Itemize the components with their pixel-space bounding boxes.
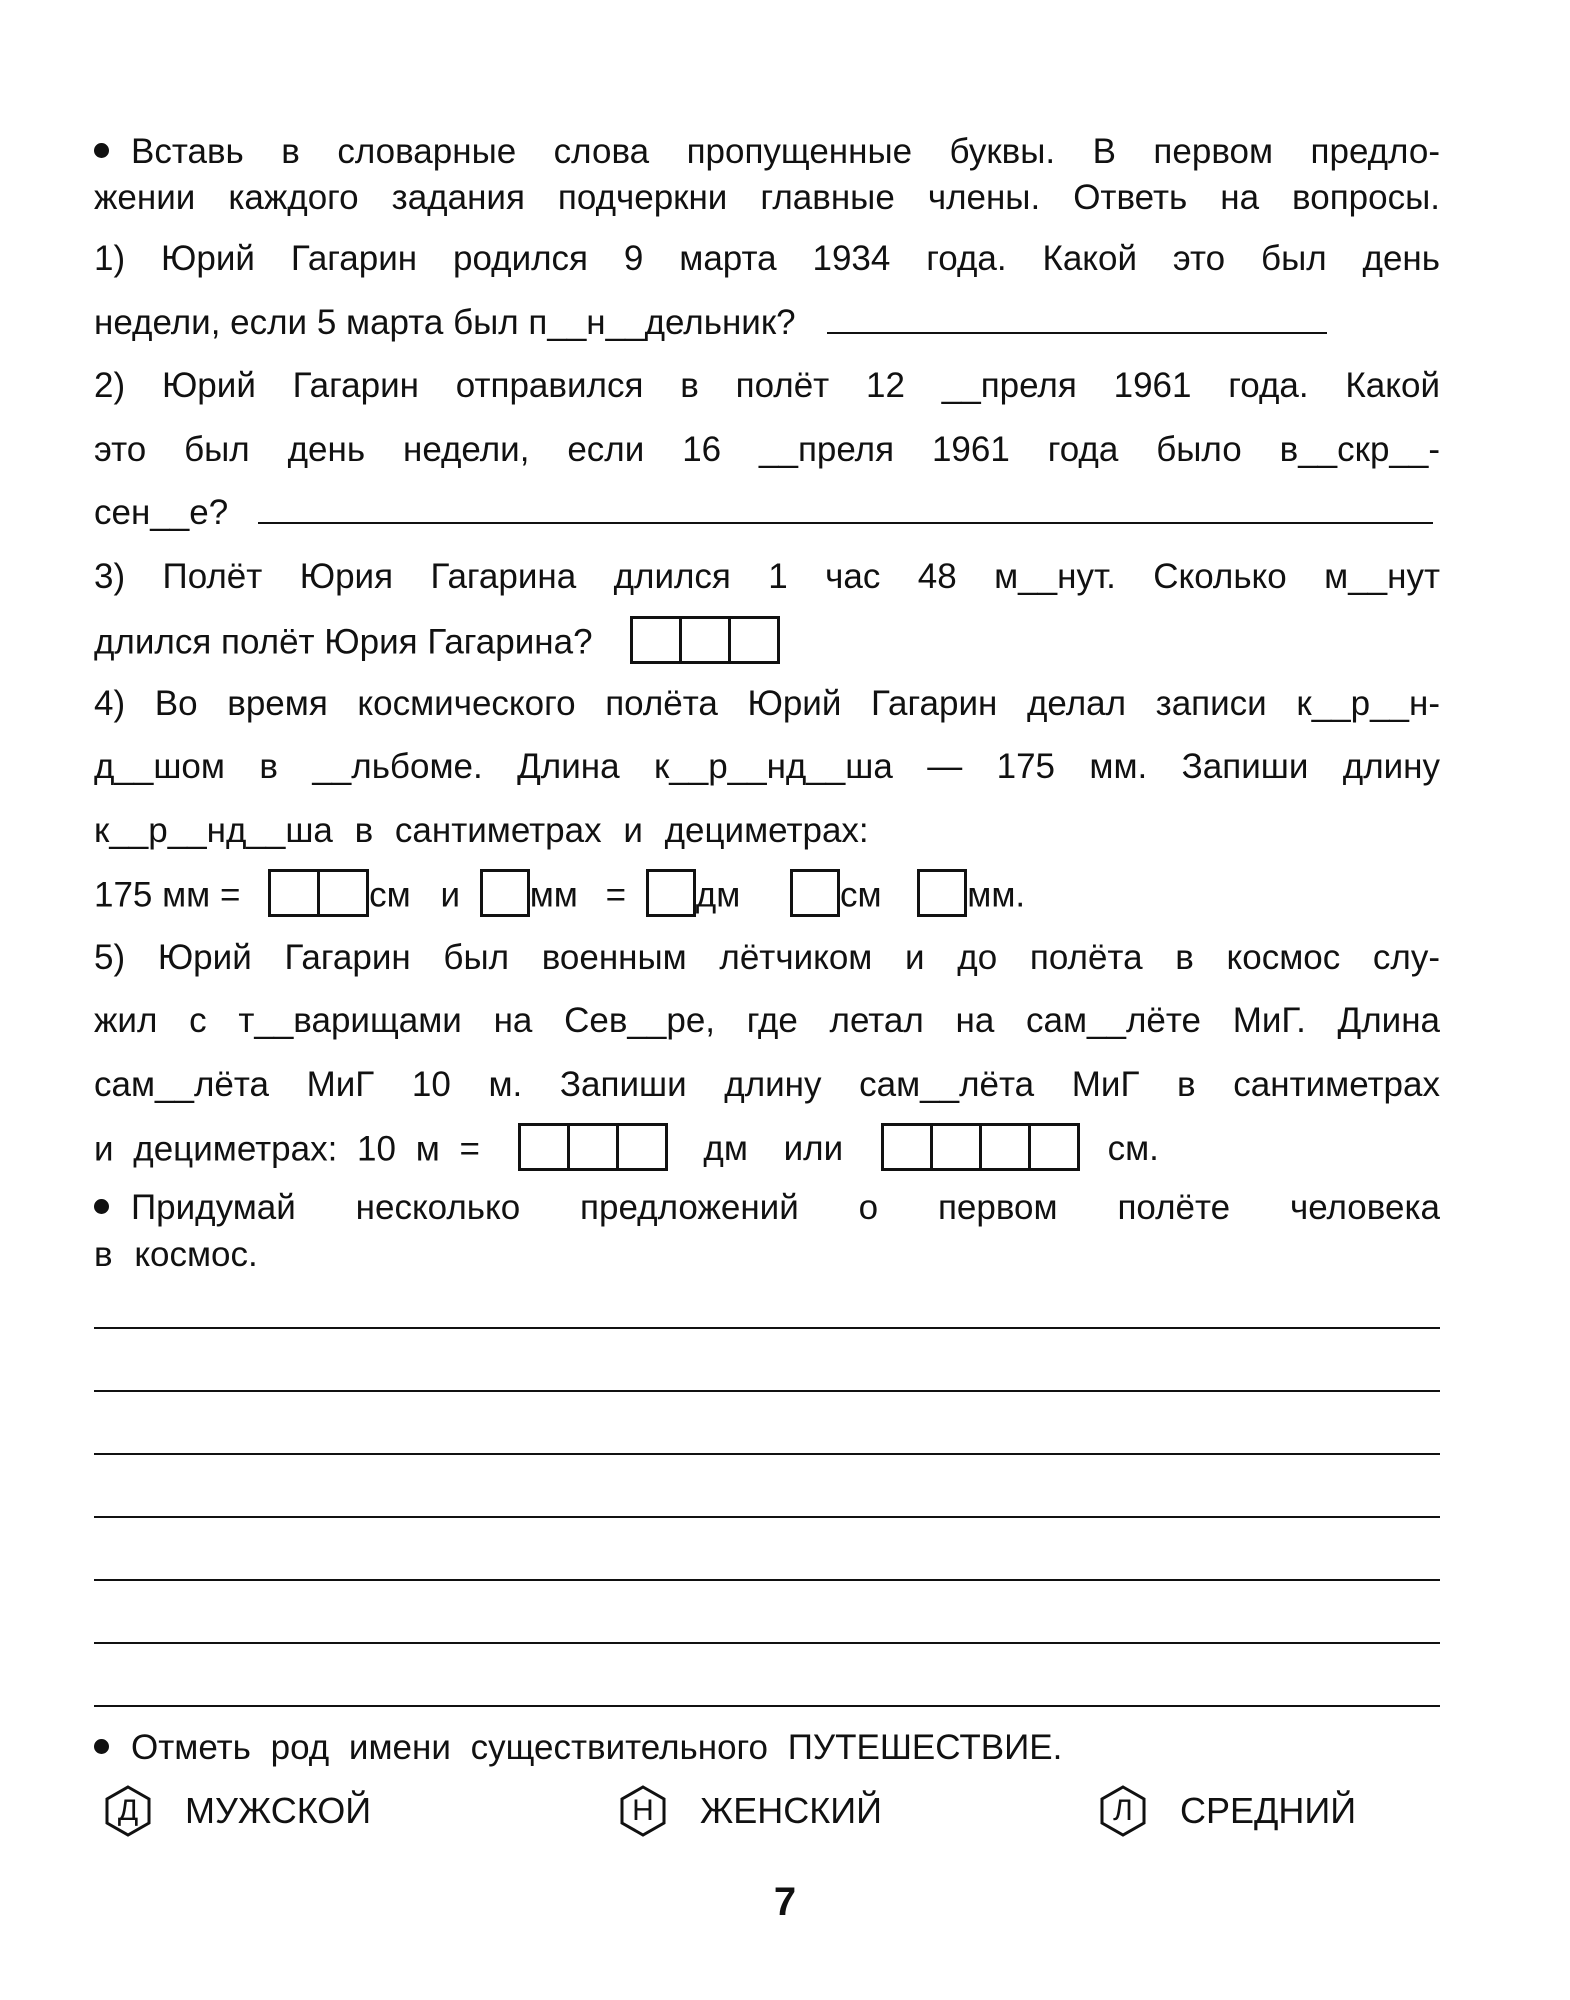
answer-cell[interactable] <box>567 1126 616 1168</box>
task3-question: Отметь род имени существительного ПУТЕШЕСТВИЕ. <box>94 1727 1440 1769</box>
answer-cell[interactable] <box>1028 1126 1077 1168</box>
bullet-icon <box>94 1199 109 1214</box>
q4-line3: к__р__нд__ша в сантиметрах и дециметрах: <box>94 811 869 850</box>
option-label: СРЕДНИЙ <box>1180 1790 1357 1831</box>
task2-line2: в космос. <box>94 1235 258 1274</box>
q4-cm-box[interactable] <box>790 869 840 917</box>
q1-line1: 1) Юрий Гагарин родился 9 марта 1934 года. Какой это был день <box>94 239 1440 278</box>
page-number: 7 <box>773 1880 797 1924</box>
answer-cell[interactable] <box>317 872 366 914</box>
q1-line2: недели, если 5 марта был п__н__дельник? <box>94 302 1440 344</box>
writing-line[interactable] <box>94 1390 1440 1392</box>
answer-cell[interactable] <box>884 1126 930 1168</box>
writing-line[interactable] <box>94 1327 1440 1329</box>
q4-mm-box-end[interactable] <box>917 869 967 917</box>
q5-line1: 5) Юрий Гагарин был военным лётчиком и до полёта в космос слу- <box>94 938 1440 977</box>
q2-line1: 2) Юрий Гагарин отправился в полёт 12 __преля 1961 года. Какой <box>94 366 1440 405</box>
option-feminine[interactable] <box>620 1785 882 1837</box>
option-label: ЖЕНСКИЙ <box>700 1790 882 1831</box>
writing-line[interactable] <box>94 1579 1440 1581</box>
task1-intro-line2: жении каждого задания подчеркни главные члены. Ответь на вопросы. <box>94 178 1440 217</box>
q1-answer-line[interactable] <box>827 302 1327 334</box>
q5-cm-boxes[interactable] <box>881 1123 1080 1171</box>
writing-line[interactable] <box>94 1642 1440 1644</box>
q4-cm-boxes[interactable] <box>268 869 369 917</box>
q3-answer-boxes[interactable] <box>630 616 780 664</box>
answer-cell[interactable] <box>616 1126 665 1168</box>
q5-dm-boxes[interactable] <box>518 1123 668 1171</box>
hexagon-icon[interactable]: Н <box>620 1785 666 1837</box>
writing-line[interactable] <box>94 1453 1440 1455</box>
q2-answer-line[interactable] <box>258 492 1433 524</box>
task1-intro-line1: Вставь в словарные слова пропущенные буквы. В первом предло- <box>94 131 1440 173</box>
q4-line1: 4) Во время космического полёта Юрий Гагарин делал записи к__р__н- <box>94 684 1440 723</box>
answer-cell[interactable] <box>521 1126 567 1168</box>
answer-cell[interactable] <box>271 872 317 914</box>
writing-line[interactable] <box>94 1705 1440 1707</box>
q4-line2: д__шом в __льбоме. Длина к__р__нд__ша — 175 мм. Запиши длину <box>94 747 1440 786</box>
hexagon-icon[interactable]: Д <box>105 1785 151 1837</box>
answer-cell[interactable] <box>979 1126 1028 1168</box>
answer-cell[interactable] <box>930 1126 979 1168</box>
option-masculine[interactable] <box>105 1785 371 1837</box>
q4-mm-box[interactable] <box>480 869 530 917</box>
option-label: МУЖСКОЙ <box>185 1790 372 1831</box>
q3-line1: 3) Полёт Юрия Гагарина длился 1 час 48 м__нут. Сколько м__нут <box>94 557 1440 596</box>
writing-line[interactable] <box>94 1516 1440 1518</box>
q2-line2: это был день недели, если 16 __преля 1961 года было в__скр__- <box>94 430 1440 469</box>
answer-cell[interactable] <box>679 619 728 661</box>
q2-line3: сен__е? <box>94 492 1440 534</box>
answer-cell[interactable] <box>633 619 679 661</box>
option-neuter[interactable] <box>1100 1785 1356 1837</box>
q4-equation: 175 мм = см и мм = дм см мм. <box>94 873 1440 921</box>
q4-dm-box[interactable] <box>646 869 696 917</box>
q3-line2: длился полёт Юрия Гагарина? <box>94 620 1440 668</box>
q5-line3: сам__лёта МиГ 10 м. Запиши длину сам__лёта МиГ в сантиметрах <box>94 1065 1440 1104</box>
q5-equation: и дециметрах: 10 м = дм или см. <box>94 1127 1440 1175</box>
answer-cell[interactable] <box>728 619 777 661</box>
bullet-icon <box>94 1739 109 1754</box>
q5-line2: жил с т__варищами на Сев__ре, где летал на сам__лёте МиГ. Длина <box>94 1001 1440 1040</box>
bullet-icon <box>94 143 109 158</box>
task2-line1: Придумай несколько предложений о первом полёте человека <box>94 1187 1440 1229</box>
hexagon-icon[interactable]: Л <box>1100 1785 1146 1837</box>
